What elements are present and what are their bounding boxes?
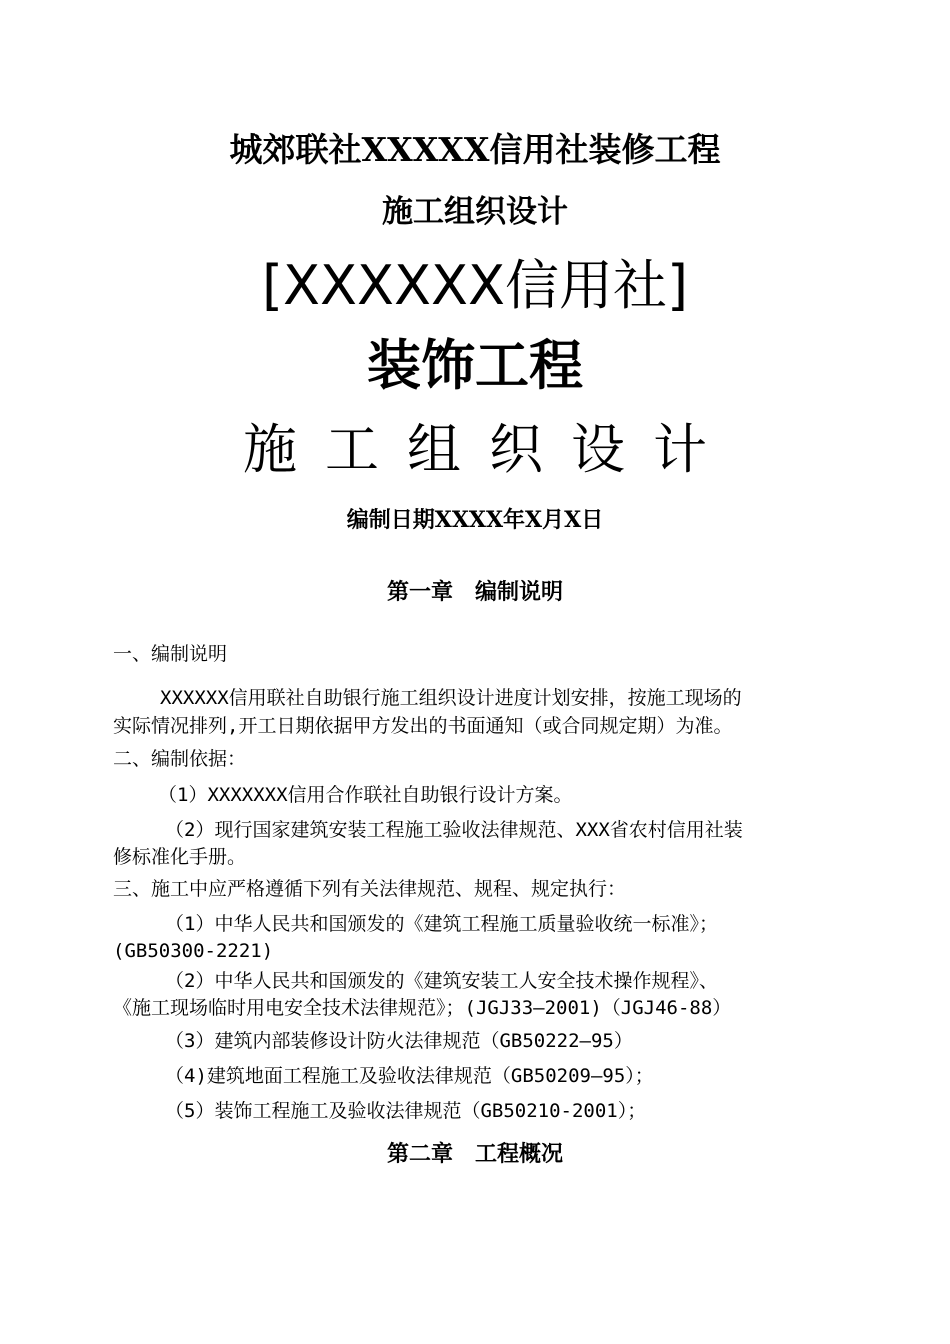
section-1-heading: 一、编制说明 bbox=[113, 643, 228, 665]
rule-item-1-line2: (GB50300-2221) bbox=[113, 940, 274, 962]
rule-item-2-line2: 《施工现场临时用电安全技术法律规范》；(JGJ33—2001)（JGJ46-88） bbox=[113, 997, 732, 1019]
section-3-heading: 三、施工中应严格遵循下列有关法律规范、规程、规定执行： bbox=[113, 878, 627, 900]
document-subtitle: 施工组织设计 bbox=[382, 194, 568, 230]
rule-item-1-line1: （1）中华人民共和国颁发的《建筑工程施工质量验收统一标准》； bbox=[165, 913, 718, 935]
basis-item-2-line2: 修标准化手册。 bbox=[113, 846, 247, 868]
chapter-1-title: 第一章 编制说明 bbox=[386, 580, 563, 605]
rule-item-3: （3）建筑内部装修设计防火法律规范（GB50222—95） bbox=[165, 1030, 633, 1052]
rule-item-5: （5）装饰工程施工及验收法律规范（GB50210-2001）； bbox=[165, 1100, 647, 1122]
basis-item-2-line1: （2）现行国家建筑安装工程施工验收法律规范、XXX省农村信用社装 bbox=[165, 819, 743, 841]
cover-unit-name: [XXXXXX信用社] bbox=[261, 254, 689, 317]
rule-item-2-line1: （2）中华人民共和国颁发的《建筑安装工人安全技术操作规程》、 bbox=[165, 970, 718, 992]
cover-project-name: 装饰工程 bbox=[367, 334, 583, 397]
basis-item-1: （1）XXXXXXX信用合作联社自助银行设计方案。 bbox=[158, 784, 573, 806]
section-1-paragraph-line2: 实际情况排列,开工日期依据甲方发出的书面通知（或合同规定期）为准。 bbox=[113, 715, 733, 737]
document-title: 城郊联社XXXXX信用社装修工程 bbox=[229, 130, 721, 169]
cover-doc-type: 施工组织设计 bbox=[243, 418, 735, 481]
section-2-heading: 二、编制依据： bbox=[113, 748, 247, 770]
section-1-paragraph-line1: XXXXXX信用联社自助银行施工组织设计进度计划安排，按施工现场的 bbox=[160, 687, 742, 709]
compile-date: 编制日期XXXX年X月X日 bbox=[346, 507, 604, 533]
rule-item-4: （4)建筑地面工程施工及验收法律规范（GB50209—95）； bbox=[165, 1065, 654, 1087]
chapter-2-title: 第二章 工程概况 bbox=[386, 1142, 563, 1167]
